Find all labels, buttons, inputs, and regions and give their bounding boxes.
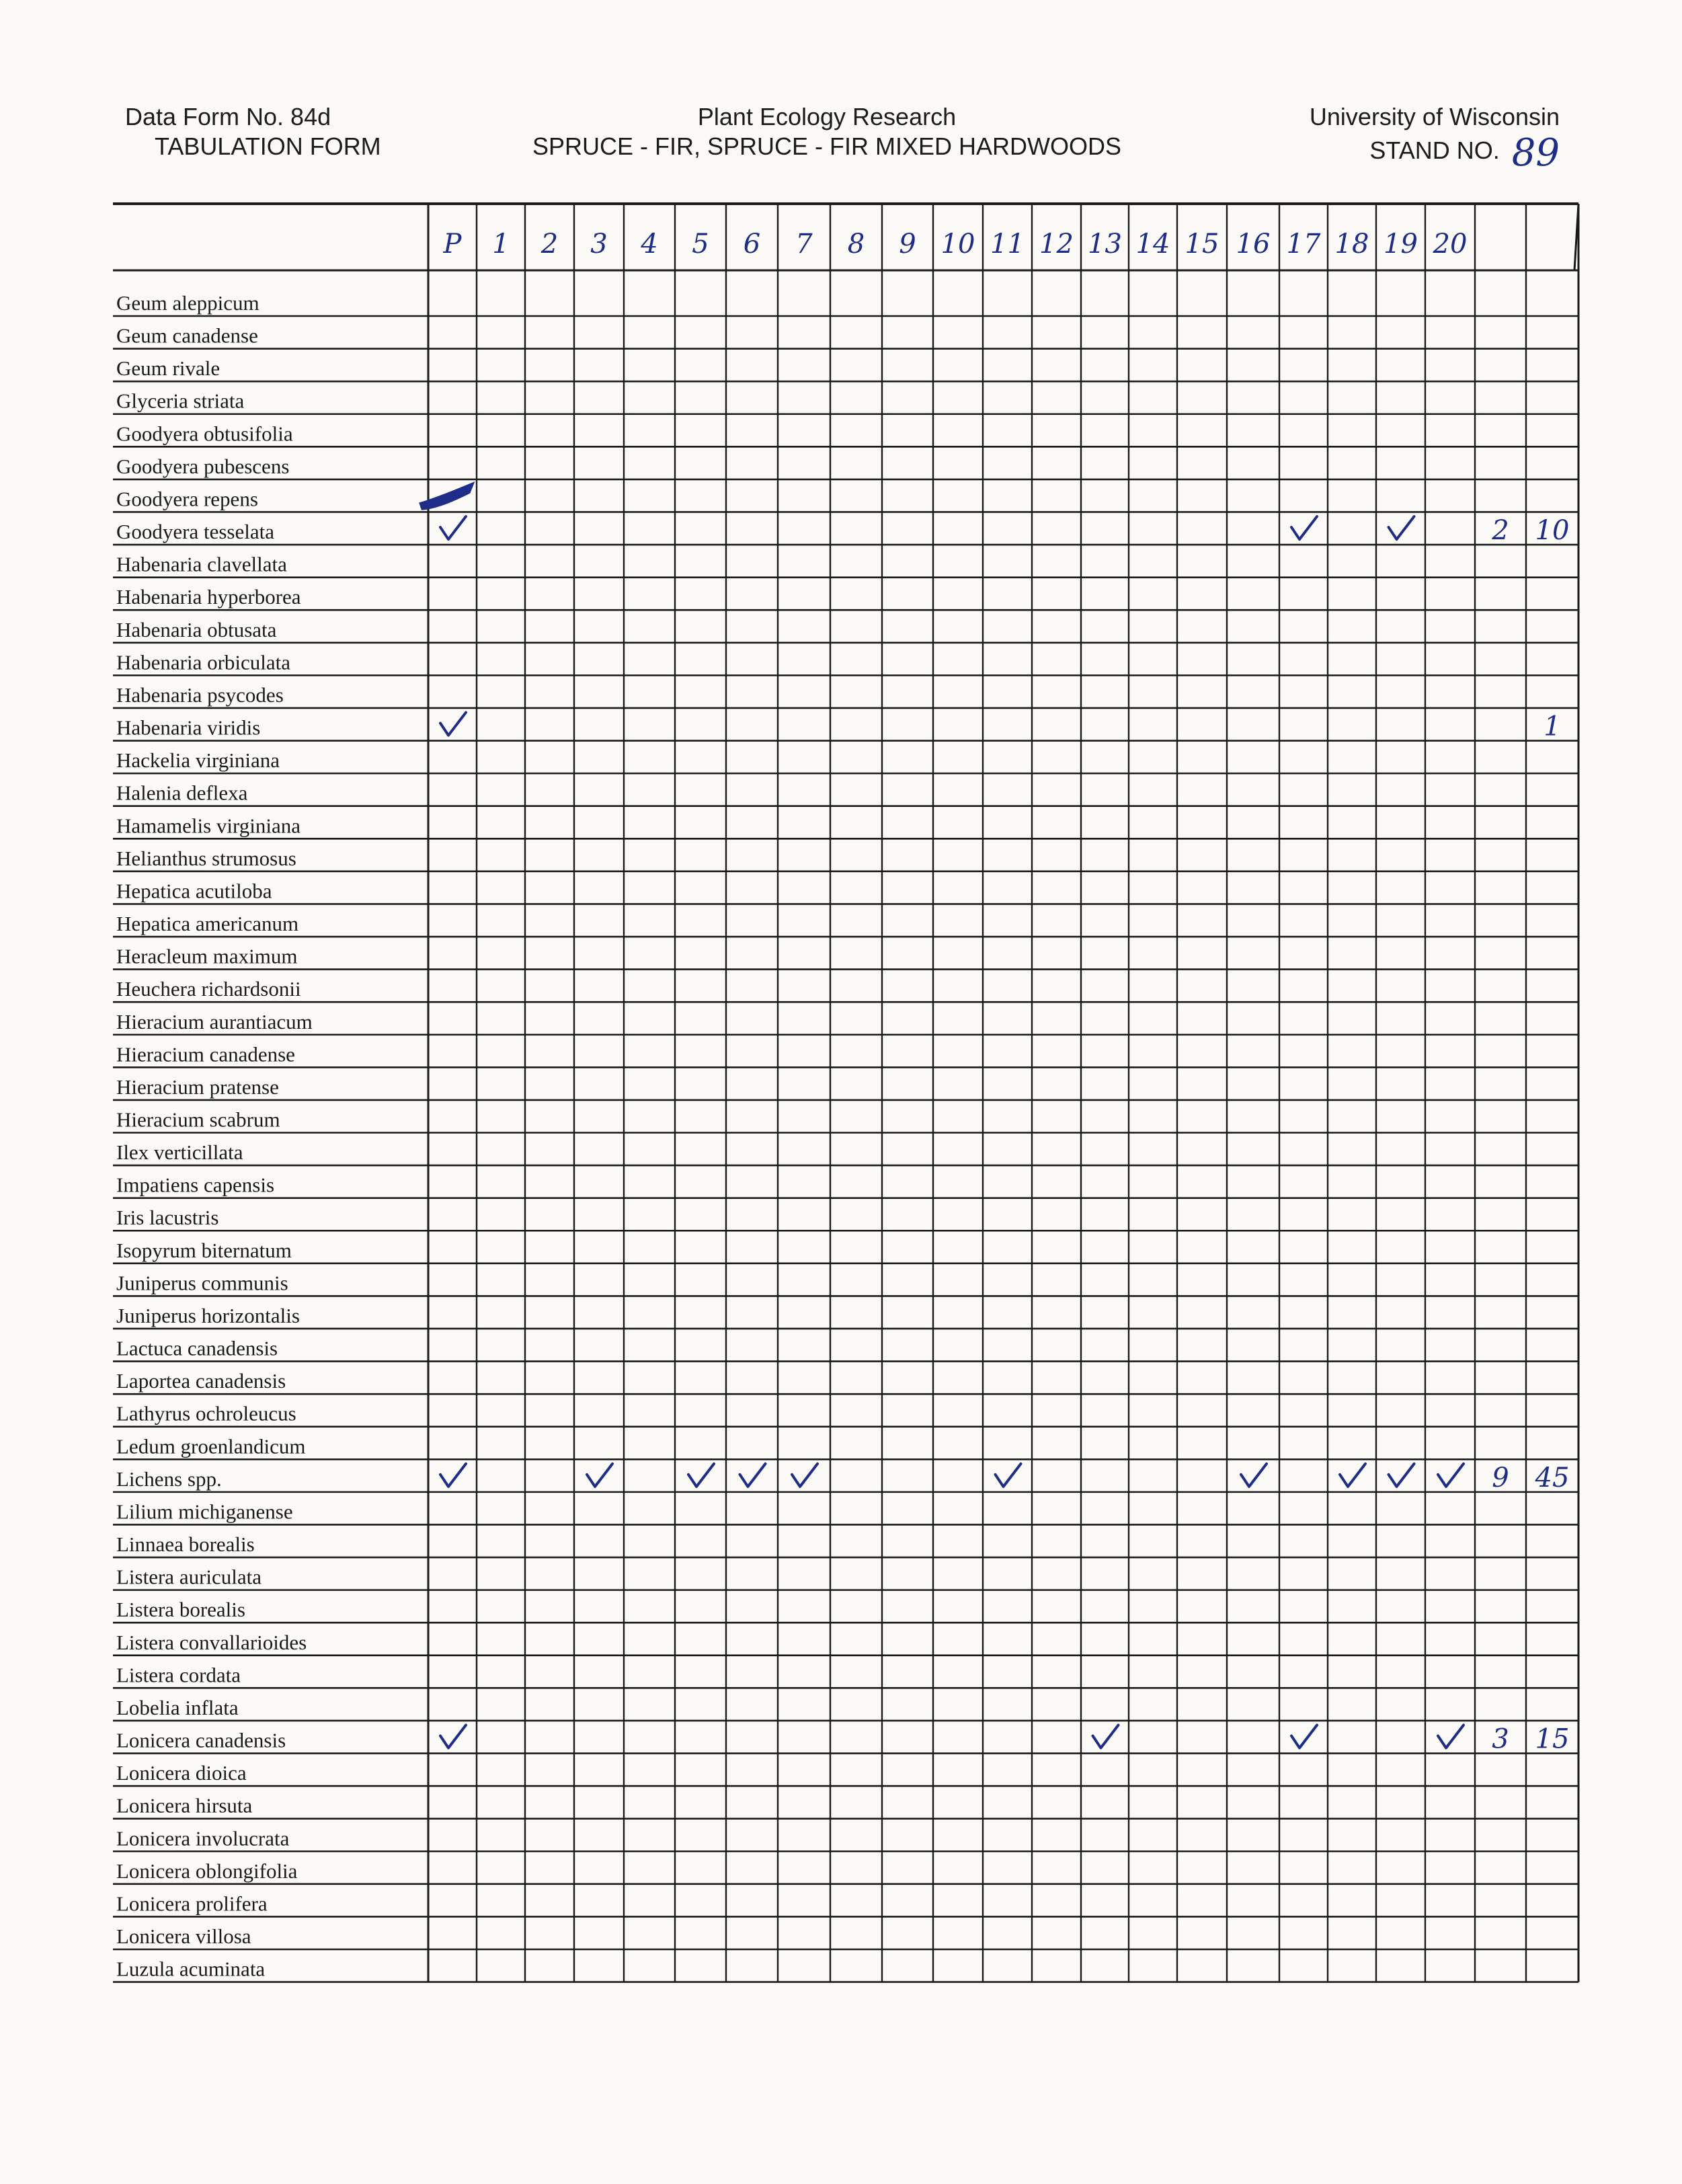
column-header-5: 5: [692, 229, 709, 260]
column-header-14: 14: [1135, 229, 1170, 260]
species-name: Geum aleppicum: [116, 291, 259, 315]
species-name: Hieracium canadense: [116, 1042, 295, 1066]
species-name: Habenaria obtusata: [116, 617, 277, 641]
species-name: Impatiens capensis: [116, 1173, 275, 1197]
check-mark-icon: [1291, 516, 1317, 539]
frequency-value: 2: [1492, 515, 1509, 547]
species-name: Listera convallarioides: [116, 1630, 307, 1654]
species-name: Lonicera canadensis: [116, 1728, 286, 1752]
species-name: Geum canadense: [116, 323, 258, 348]
species-name: Heracleum maximum: [116, 944, 298, 968]
column-header-6: 6: [743, 229, 761, 260]
check-mark-icon: [688, 1464, 714, 1487]
species-name: Hamamelis virginiana: [116, 814, 301, 838]
species-name: Listera borealis: [116, 1598, 245, 1622]
species-name: Geum rivale: [116, 356, 221, 381]
column-header-9: 9: [899, 229, 916, 260]
species-name: Goodyera obtusifolia: [116, 422, 293, 446]
check-mark-icon: [587, 1464, 612, 1487]
frequency-value: 3: [1492, 1723, 1509, 1755]
species-name: Goodyera repens: [116, 487, 258, 511]
species-name: Listera auriculata: [116, 1565, 262, 1589]
column-header-13: 13: [1088, 229, 1122, 260]
species-name: Hieracium scabrum: [116, 1107, 280, 1132]
forest-type: SPRUCE - FIR, SPRUCE - FIR MIXED HARDWOODS: [532, 132, 1122, 160]
species-name: Iris lacustris: [116, 1206, 219, 1230]
column-header-8: 8: [847, 229, 865, 260]
check-mark-icon: [996, 1464, 1021, 1487]
column-header-2: 2: [540, 229, 559, 260]
column-header-19: 19: [1384, 229, 1418, 260]
column-header-16: 16: [1236, 229, 1271, 260]
column-header-12: 12: [1039, 229, 1074, 260]
total-value: 15: [1535, 1723, 1570, 1755]
species-name: Habenaria orbiculata: [116, 650, 291, 674]
species-name: Helianthus strumosus: [116, 846, 296, 870]
check-mark-icon: [440, 1725, 466, 1748]
species-name: Habenaria clavellata: [116, 552, 287, 576]
check-mark-icon: [1241, 1464, 1267, 1487]
species-name: Lichens spp.: [116, 1467, 222, 1491]
form-number: Data Form No. 84d: [125, 103, 331, 130]
form-type: TABULATION FORM: [155, 132, 381, 160]
university: University of Wisconsin: [1309, 103, 1560, 130]
column-header-11: 11: [990, 229, 1025, 260]
check-mark-icon: [740, 1464, 766, 1487]
species-name: Hepatica americanum: [116, 912, 299, 936]
column-header-17: 17: [1286, 229, 1321, 260]
frequency-value: 9: [1492, 1462, 1509, 1493]
species-name: Juniperus communis: [116, 1271, 288, 1295]
species-name: Lonicera dioica: [116, 1761, 247, 1785]
species-name: Lobelia inflata: [116, 1695, 239, 1719]
check-mark-icon: [792, 1464, 817, 1487]
species-name: Hackelia virginiana: [116, 748, 280, 773]
column-header-P: P: [443, 229, 462, 260]
column-header-10: 10: [940, 229, 975, 260]
species-name: Lathyrus ochroleucus: [116, 1401, 296, 1426]
total-value: 45: [1535, 1462, 1570, 1493]
species-name: Juniperus horizontalis: [116, 1303, 300, 1327]
species-name: Lonicera involucrata: [116, 1826, 290, 1850]
species-name: Hepatica acutiloba: [116, 879, 272, 903]
species-name: Ilex verticillata: [116, 1140, 243, 1165]
check-mark-icon: [440, 1464, 466, 1487]
species-name: Listera cordata: [116, 1663, 241, 1687]
column-header-18: 18: [1334, 229, 1369, 260]
species-name: Heuchera richardsonii: [116, 977, 301, 1001]
check-mark-icon: [440, 516, 466, 539]
column-header-1: 1: [492, 229, 510, 260]
species-name: Halenia deflexa: [116, 781, 248, 805]
total-value: 10: [1535, 515, 1570, 547]
species-name: Hieracium aurantiacum: [116, 1009, 313, 1034]
species-name: Lactuca canadensis: [116, 1336, 278, 1360]
species-name: Lonicera villosa: [116, 1924, 251, 1948]
species-name: Glyceria striata: [116, 389, 245, 413]
column-header-7: 7: [795, 229, 813, 260]
column-header-20: 20: [1433, 229, 1468, 260]
check-mark-icon: [440, 713, 466, 736]
check-mark-icon: [1389, 516, 1414, 539]
species-name: Goodyera pubescens: [116, 454, 290, 478]
total-value: 1: [1544, 711, 1561, 742]
check-mark-icon: [1340, 1464, 1365, 1487]
stand-label: STAND NO.: [1369, 136, 1500, 164]
check-mark-icon: [1438, 1725, 1464, 1748]
column-header-3: 3: [590, 229, 608, 260]
species-name: Lonicera hirsuta: [116, 1793, 253, 1818]
stand-number-value: 89: [1511, 131, 1560, 175]
species-name: Isopyrum biternatum: [116, 1238, 292, 1262]
species-name: Lilium michiganense: [116, 1499, 293, 1524]
species-name: Goodyera tesselata: [116, 520, 274, 544]
species-name: Ledum groenlandicum: [116, 1434, 306, 1458]
species-name: Habenaria hyperborea: [116, 585, 301, 609]
species-name: Habenaria psycodes: [116, 682, 284, 707]
species-name: Lonicera oblongifolia: [116, 1859, 298, 1883]
species-name: Laportea canadensis: [116, 1369, 286, 1393]
species-name: Luzula acuminata: [116, 1957, 266, 1981]
check-mark-icon: [1291, 1725, 1317, 1748]
column-header-4: 4: [641, 229, 658, 260]
organization: Plant Ecology Research: [697, 103, 957, 130]
species-name: Habenaria viridis: [116, 715, 261, 740]
check-mark-icon: [1093, 1725, 1119, 1748]
species-name: Hieracium pratense: [116, 1075, 279, 1099]
species-name: Lonicera prolifera: [116, 1892, 268, 1916]
column-header-15: 15: [1185, 229, 1219, 260]
species-name: Linnaea borealis: [116, 1532, 255, 1557]
check-mark-icon: [1438, 1464, 1464, 1487]
check-mark-icon: [1389, 1464, 1414, 1487]
